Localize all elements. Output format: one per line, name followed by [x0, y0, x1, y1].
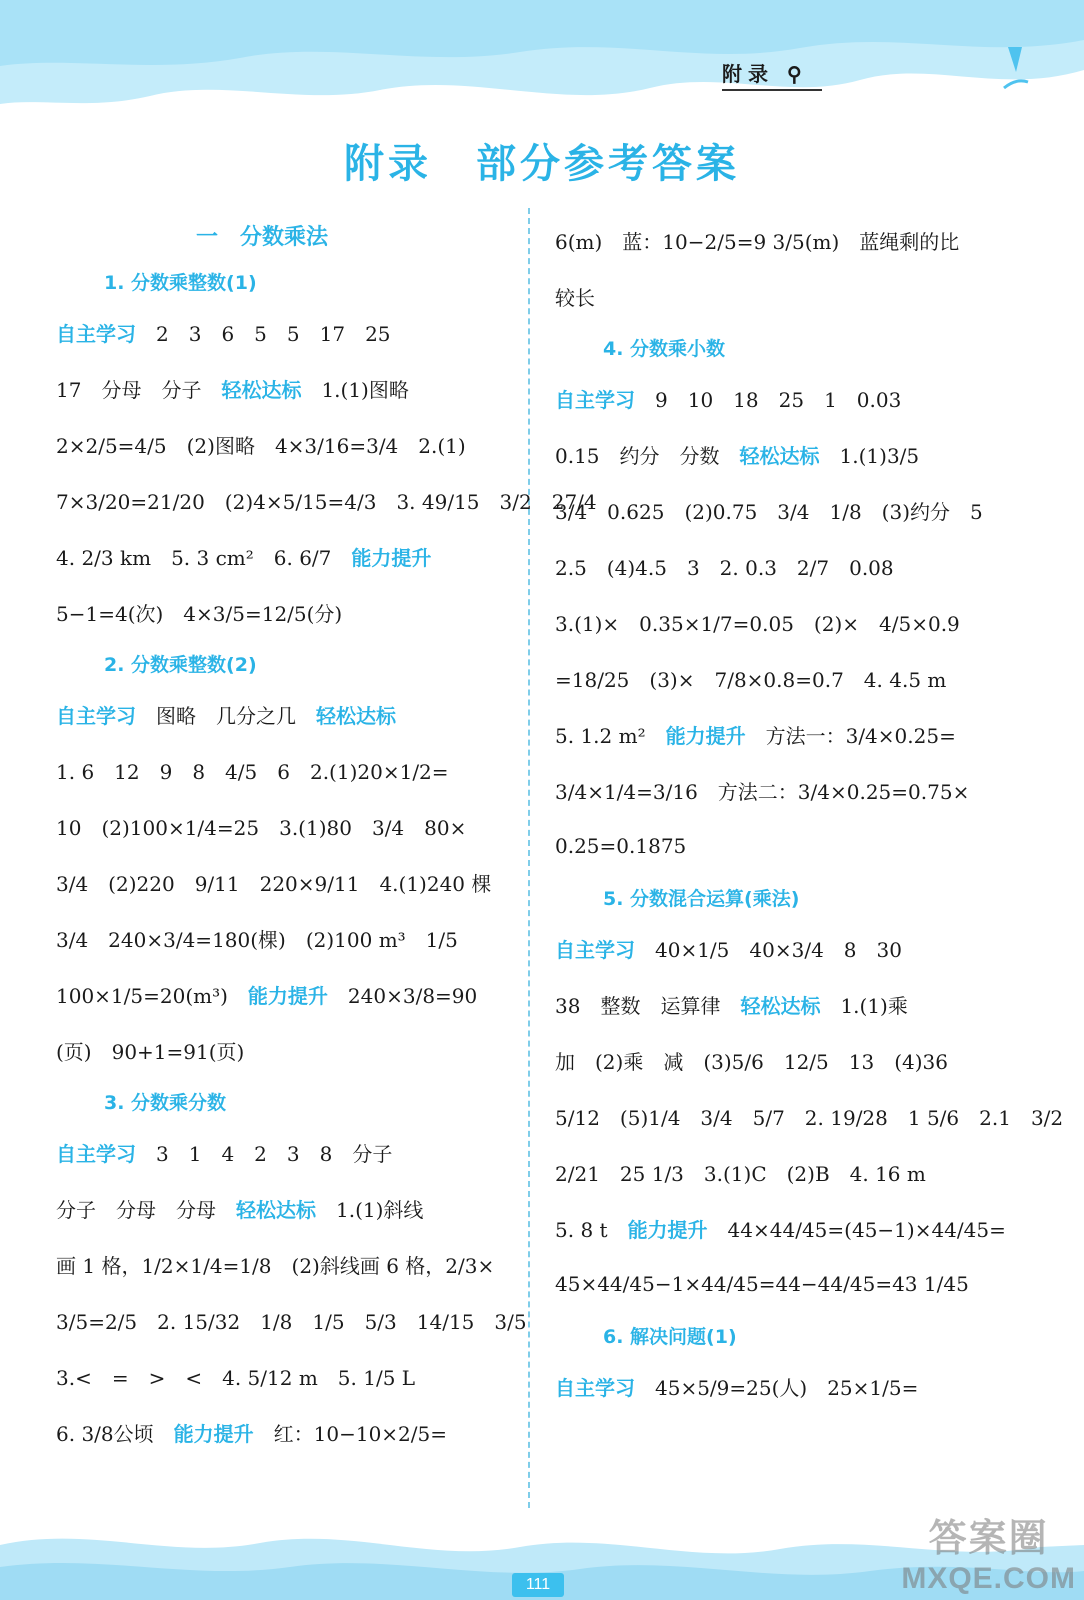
answer-line — [555, 594, 1025, 650]
answer-text: 3 1 4 2 3 8 分子 — [136, 1141, 393, 1166]
answer-line — [56, 416, 516, 472]
answer-line — [555, 1358, 1025, 1414]
answer-line — [555, 976, 1025, 1032]
answer-line — [555, 762, 1025, 818]
answer-text: 加 (2)乘 减 (3)5/6 12/5 13 (4)36 — [555, 1049, 948, 1074]
answer-text: 100×1/5=20(m³) — [56, 983, 248, 1008]
answer-text: 6. 3/8公顷 — [56, 1421, 174, 1446]
subsection-heading-text: 6. 解决问题(1) — [603, 1325, 737, 1348]
answer-text: 2/21 25 1/3 3.(1)C (2)B 4. 16 m — [555, 1161, 926, 1186]
answer-line — [56, 742, 516, 798]
answer-line — [56, 584, 516, 640]
answer-text: 240×3/8=90 — [327, 983, 478, 1008]
answer-text: 44×44/45=(45−1)×44/45= — [707, 1217, 1006, 1242]
answer-text: 3/4×1/4=3/16 方法二：3/4×0.25=0.75× — [555, 779, 970, 804]
corner-decoration-icon — [1000, 42, 1030, 92]
column-divider — [528, 208, 530, 1508]
subsection-heading — [56, 640, 516, 686]
answer-text: 6(m) 蓝：10−2/5=9 3/5(m) 蓝绳剩的比 — [555, 229, 960, 254]
answer-line — [56, 1292, 527, 1348]
answer-text: 分子 分母 分母 — [56, 1197, 236, 1222]
answer-line — [56, 854, 516, 910]
answer-text: (页) 90+1=91(页) — [56, 1039, 245, 1064]
section-keyword: 自主学习 — [555, 937, 635, 962]
section-keyword: 轻松达标 — [316, 703, 396, 728]
answer-line — [56, 1348, 516, 1404]
section-keyword: 轻松达标 — [236, 1197, 316, 1222]
answer-text: 较长 — [555, 285, 595, 310]
answer-line — [56, 528, 516, 584]
answer-text: 5−1=4(次) 4×3/5=12/5(分) — [56, 601, 343, 626]
answer-text: 3/4 240×3/4=180(棵) (2)100 m³ 1/5 — [56, 927, 458, 952]
answer-line — [56, 1404, 516, 1460]
page-title: 附录 部分参考答案 — [344, 141, 740, 187]
subsection-heading — [555, 874, 1025, 920]
subsection-heading-text: 4. 分数乘小数 — [603, 337, 726, 360]
section-keyword: 自主学习 — [555, 1375, 635, 1400]
answer-text: 45×5/9=25(人) 25×1/5= — [635, 1375, 919, 1400]
answer-line — [555, 706, 1025, 762]
answer-line — [555, 426, 1025, 482]
answer-text: 17 分母 分子 — [56, 377, 222, 402]
answer-line — [555, 538, 1025, 594]
answer-line — [555, 482, 1025, 538]
section-keyword: 轻松达标 — [740, 993, 821, 1018]
section-keyword: 能力提升 — [627, 1217, 708, 1242]
section-keyword: 自主学习 — [56, 703, 136, 728]
answer-line — [56, 1180, 516, 1236]
answer-text: 红：10−10×2/5= — [253, 1421, 447, 1446]
answer-text: 2.5 (4)4.5 3 2. 0.3 2/7 0.08 — [555, 555, 894, 580]
answer-line — [56, 1236, 516, 1292]
watermark-top: 答案圈 — [928, 1518, 1049, 1560]
top-wave-banner — [0, 0, 1084, 115]
answer-line — [56, 304, 516, 360]
answer-text: 5/12 (5)1/4 3/4 5/7 2. 19/28 1 5/6 2.1 3/2 — [555, 1105, 1064, 1130]
subsection-heading — [56, 1078, 516, 1124]
subsection-heading — [555, 1312, 1025, 1358]
answer-text: 40×1/5 40×3/4 8 30 — [635, 937, 902, 962]
answer-text: 45×44/45−1×44/45=44−44/45=43 1/45 — [555, 1272, 969, 1296]
header-tag: 附录 ⚲ — [722, 58, 822, 91]
answer-line — [555, 1256, 1025, 1312]
answer-line — [555, 212, 1025, 268]
answer-text: 5. 8 t — [555, 1217, 628, 1242]
section-heading-text: 一 分数乘法 — [196, 224, 329, 250]
answer-text: 1.(1)3/5 — [819, 443, 920, 468]
answer-line — [56, 1022, 516, 1078]
answer-text: 1.(1)斜线 — [316, 1197, 424, 1222]
answer-text: 7×3/20=21/20 (2)4×5/15=4/3 3. 49/15 3/2 27/4 — [56, 489, 597, 514]
subsection-heading-text: 1. 分数乘整数(1) — [104, 271, 257, 294]
answer-line — [555, 1200, 1025, 1256]
section-keyword: 能力提升 — [351, 545, 432, 570]
answer-text: 10 (2)100×1/4=25 3.(1)80 3/4 80× — [56, 815, 467, 840]
answer-line — [555, 1032, 1025, 1088]
section-heading — [56, 212, 516, 258]
answer-text: 4. 2/3 km 5. 3 cm² 6. 6/7 — [56, 545, 352, 570]
answer-text: 38 整数 运算律 — [555, 993, 741, 1018]
subsection-heading-text: 2. 分数乘整数(2) — [104, 653, 257, 676]
answer-line — [56, 360, 516, 416]
section-keyword: 轻松达标 — [739, 443, 820, 468]
answer-text: 0.15 约分 分数 — [555, 443, 740, 468]
answer-text: 1. 6 12 9 8 4/5 6 2.(1)20×1/2= — [56, 759, 449, 784]
answer-text: 画 1 格，1/2×1/4=1/8 (2)斜线画 6 格，2/3× — [56, 1253, 495, 1278]
answer-text: 3/4 (2)220 9/11 220×9/11 4.(1)240 棵 — [56, 871, 492, 896]
answer-text: 方法一：3/4×0.25= — [745, 723, 956, 748]
answer-line — [555, 370, 1025, 426]
answer-text: 0.25=0.1875 — [555, 834, 687, 858]
answer-text: 2×2/5=4/5 (2)图略 4×3/16=3/4 2.(1) — [56, 433, 466, 458]
answer-line — [56, 798, 516, 854]
section-keyword: 能力提升 — [173, 1421, 254, 1446]
answer-text: 3/5=2/5 2. 15/32 1/8 1/5 5/3 14/15 3/5 — [56, 1309, 527, 1334]
answer-text: 图略 几分之几 — [136, 703, 316, 728]
section-keyword: 轻松达标 — [221, 377, 302, 402]
answer-line — [555, 1088, 1064, 1144]
right-column — [555, 212, 1064, 1414]
watermark — [901, 1507, 1076, 1596]
answer-text: =18/25 (3)× 7/8×0.8=0.7 4. 4.5 m — [555, 667, 947, 692]
answer-text: 5. 1.2 m² — [555, 723, 666, 748]
answer-line — [555, 920, 1025, 976]
section-keyword: 自主学习 — [56, 321, 136, 346]
answer-text: 3/4 0.625 (2)0.75 3/4 1/8 (3)约分 5 — [555, 499, 983, 524]
subsection-heading-text: 3. 分数乘分数 — [104, 1091, 227, 1114]
answer-text: 3.(1)× 0.35×1/7=0.05 (2)× 4/5×0.9 — [555, 611, 960, 636]
subsection-heading — [555, 324, 1025, 370]
answer-line — [56, 910, 516, 966]
answer-text: 9 10 18 25 1 0.03 — [635, 387, 902, 412]
answer-line — [555, 650, 1025, 706]
answer-text: 3.< = > < 4. 5/12 m 5. 1/5 L — [56, 1365, 416, 1390]
answer-line — [56, 686, 516, 742]
answer-text: 1.(1)图略 — [301, 377, 409, 402]
answer-text: 2 3 6 5 5 17 25 — [136, 321, 391, 346]
section-keyword: 自主学习 — [56, 1141, 136, 1166]
answer-line — [555, 818, 1025, 874]
watermark-bottom: MXQE.COM — [901, 1562, 1076, 1595]
subsection-heading-text: 5. 分数混合运算(乘法) — [603, 887, 800, 910]
answer-line — [555, 268, 1025, 324]
answer-line — [56, 1124, 516, 1180]
subsection-heading — [56, 258, 516, 304]
page-number: 111 — [512, 1573, 564, 1597]
section-keyword: 能力提升 — [665, 723, 746, 748]
answer-line — [56, 472, 597, 528]
answer-text: 1.(1)乘 — [820, 993, 908, 1018]
answer-line — [555, 1144, 1025, 1200]
section-keyword: 自主学习 — [555, 387, 635, 412]
answer-line — [56, 966, 516, 1022]
section-keyword: 能力提升 — [247, 983, 328, 1008]
